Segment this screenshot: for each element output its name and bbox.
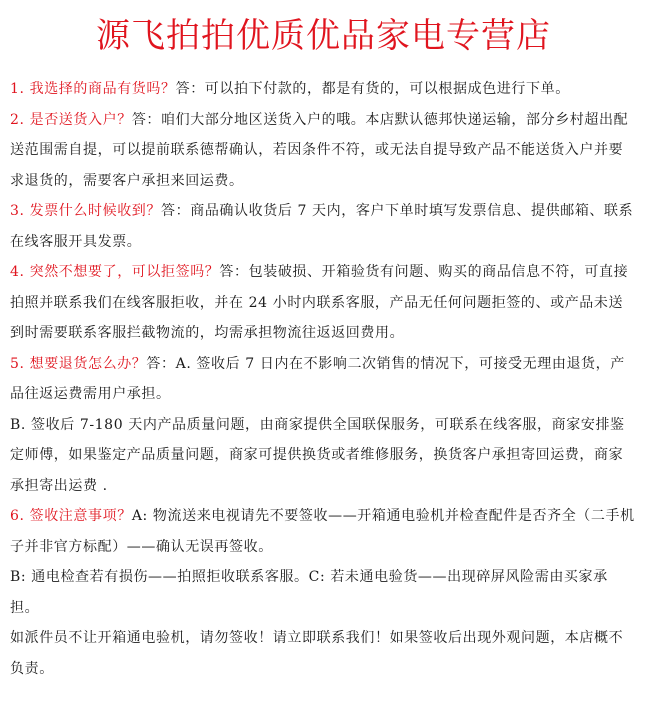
faq-question: 5. 想要退货怎么办？: [10, 355, 147, 372]
faq-item: [10, 349, 636, 410]
faq-answer: B: 通电检查若有损伤——拍照拒收联系客服。C: 若未通电验货——出现碎屏风险需由买家承担。: [10, 569, 608, 616]
faq-item: [10, 501, 636, 562]
faq-answer: A: 物流送来电视请先不要签收——开箱通电验机并检查配件是否齐全（二手机子并非官方标配）——确认无误再签收。: [10, 508, 635, 555]
faq-question: 6. 签收注意事项？: [10, 508, 132, 524]
faq-answer: 答：可以拍下付款的，都是有货的，可以根据成色进行下单。: [175, 81, 570, 97]
faq-item: [10, 257, 636, 349]
faq-answer: 如派件员不让开箱通电验机，请勿签收！请立即联系我们！如果签收后出现外观问题，本店概不负责。: [10, 630, 624, 677]
faq-question: 4. 突然不想要了，可以拒签吗？: [10, 264, 220, 280]
faq-question: 3. 发票什么时候收到？: [10, 203, 162, 219]
faq-question: 2. 是否送货入户？: [10, 111, 132, 128]
faq-content: [10, 74, 636, 684]
faq-question: 1. 我选择的商品有货吗？: [10, 81, 176, 97]
faq-item: [10, 74, 636, 105]
faq-item: [10, 196, 636, 257]
page-title: 源飞拍拍优质优品家电专营店: [96, 16, 551, 56]
faq-answer: 答：包装破损、开箱验货有问题、购买的商品信息不符，可直接拍照并联系我们在线客服拒收，并在 24 小时内联系客服，产品无任何问题拒签的、或产品未送到时需要联系客服拦截物流的，均需承担物流往返返回费用。: [10, 264, 629, 341]
faq-answer: 答：A. 签收后 7 日内在不影响二次销售的情况下，可接受无理由退货，产品往返运费需用户承担。: [10, 355, 625, 402]
faq-answer: 答：商品确认收货后 7 天内，客户下单时填写发票信息、提供邮箱、联系在线客服开具发票。: [10, 203, 634, 250]
faq-item: [10, 105, 636, 197]
faq-answer: B. 签收后 7-180 天内产品质量问题，由商家提供全国联保服务，可联系在线客服，商家安排鉴定师傅，如果鉴定产品质量问题，商家可提供换货或者维修服务，换货客户承担寄回运费，商家承担寄出运费 .: [10, 416, 625, 494]
faq-item: [10, 410, 636, 502]
faq-answer: 答：咱们大部分地区送货入户的哦。本店默认德邦快递运输，部分乡村超出配送范围需自提，可以提前联系德帮确认，若因条件不符，或无法自提导致产品不能送货入户并要求退货的，需要客户承担来回运费。: [10, 111, 629, 189]
faq-item: [10, 562, 636, 623]
faq-item: [10, 623, 636, 684]
